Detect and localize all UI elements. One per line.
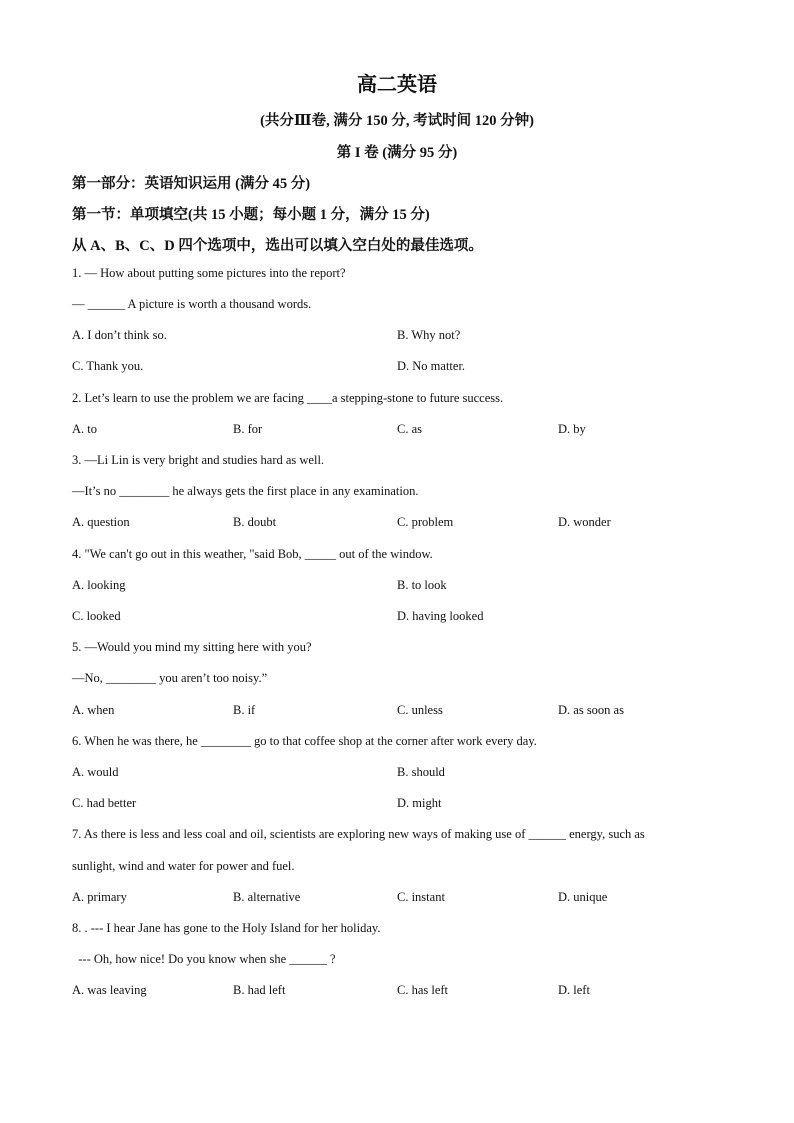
question-8-stem-line-2: --- Oh, how nice! Do you know when she ______ ? xyxy=(72,952,336,966)
question-4-option-c: C. looked xyxy=(72,609,121,623)
question-5-option-c: C. unless xyxy=(397,703,443,717)
question-3-option-b: B. doubt xyxy=(233,515,277,529)
question-6-option-a: A. would xyxy=(72,765,119,779)
question-2-option-c: C. as xyxy=(397,422,422,436)
question-8-option-d: D. left xyxy=(558,983,590,997)
paper-heading: 第 I 卷 (满分 95 分) xyxy=(336,145,458,161)
question-1-stem-line-2: — ______ A picture is worth a thousand words. xyxy=(72,297,312,311)
question-7-option-a: A. primary xyxy=(72,890,127,904)
question-2-option-b: B. for xyxy=(233,422,263,436)
question-7-stem-line-2: sunlight, wind and water for power and fuel. xyxy=(72,859,295,873)
question-7-option-c: C. instant xyxy=(397,890,445,904)
question-2-option-d: D. by xyxy=(558,422,586,436)
question-7-stem: 7. As there is less and less coal and oil, scientists are exploring new ways of making use of ______ energy, such as xyxy=(72,827,645,841)
question-6-option-d: D. might xyxy=(397,796,442,810)
question-8-option-a: A. was leaving xyxy=(72,983,147,997)
question-3-option-c: C. problem xyxy=(397,515,454,529)
question-3-stem-line-2: —It’s no ________ he always gets the first place in any examination. xyxy=(72,484,419,498)
question-6-stem: 6. When he was there, he ________ go to that coffee shop at the corner after work every day. xyxy=(72,734,537,748)
question-6-option-c: C. had better xyxy=(72,796,137,810)
question-5-option-b: B. if xyxy=(233,703,256,717)
question-7-option-b: B. alternative xyxy=(233,890,301,904)
question-1-stem: 1. — How about putting some pictures into the report? xyxy=(72,266,346,280)
question-5-stem: 5. —Would you mind my sitting here with you? xyxy=(72,640,312,654)
question-8-option-c: C. has left xyxy=(397,983,449,997)
question-7-option-d: D. unique xyxy=(558,890,608,904)
question-2-option-a: A. to xyxy=(72,422,97,436)
question-4-option-d: D. having looked xyxy=(397,609,484,623)
exam-title: 高二英语 xyxy=(357,72,437,96)
question-8-stem: 8. . --- I hear Jane has gone to the Holy Island for her holiday. xyxy=(72,921,381,935)
question-4-stem: 4. "We can't go out in this weather, "said Bob, _____ out of the window. xyxy=(72,547,433,561)
question-8-option-b: B. had left xyxy=(233,983,286,997)
part-heading: 第一部分：英语知识运用 (满分 45 分) xyxy=(72,176,311,192)
question-5-option-d: D. as soon as xyxy=(558,703,624,717)
question-1-option-d: D. No matter. xyxy=(397,359,466,373)
question-2-stem: 2. Let’s learn to use the problem we are facing ____a stepping-stone to future success. xyxy=(72,391,504,405)
question-5-option-a: A. when xyxy=(72,703,115,717)
question-4-option-b: B. to look xyxy=(397,578,447,592)
section-heading: 第一节：单项填空(共 15 小题；每小题 1 分，满分 15 分) xyxy=(72,207,430,223)
question-6-option-b: B. should xyxy=(397,765,445,779)
question-1-option-c: C. Thank you. xyxy=(72,359,144,373)
question-3-option-a: A. question xyxy=(72,515,130,529)
exam-subtitle: (共分Ⅲ卷, 满分 150 分, 考试时间 120 分钟) xyxy=(260,113,534,129)
question-1-option-b: B. Why not? xyxy=(397,328,461,342)
question-3-option-d: D. wonder xyxy=(558,515,611,529)
instruction: 从 A、B、C、D 四个选项中，选出可以填入空白处的最佳选项。 xyxy=(72,238,483,254)
question-1-option-a: A. I don’t think so. xyxy=(72,328,167,342)
question-5-stem-line-2: —No, ________ you aren’t too noisy.” xyxy=(72,671,268,685)
question-3-stem: 3. —Li Lin is very bright and studies hard as well. xyxy=(72,453,325,467)
question-4-option-a: A. looking xyxy=(72,578,126,592)
